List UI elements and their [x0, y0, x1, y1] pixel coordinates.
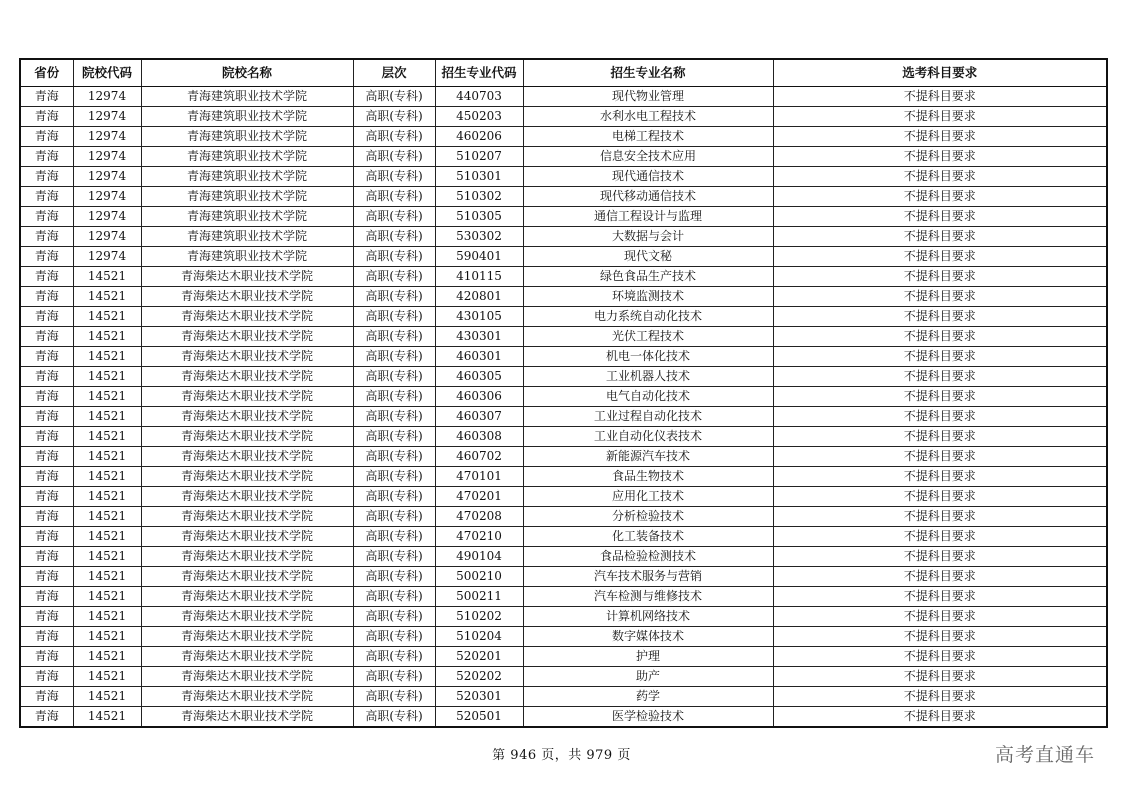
cell-level: 高职(专科)	[353, 247, 435, 267]
cell-subject-requirement: 不提科目要求	[773, 567, 1107, 587]
table-row	[20, 387, 1107, 407]
cell-major-code: 460301	[435, 347, 523, 367]
cell-major-name: 分析检验技术	[523, 507, 773, 527]
cell-major-name: 新能源汽车技术	[523, 447, 773, 467]
cell-subject-requirement: 不提科目要求	[773, 587, 1107, 607]
cell-school-code: 14521	[73, 347, 141, 367]
cell-school-name: 青海建筑职业技术学院	[141, 127, 353, 147]
cell-major-code: 510305	[435, 207, 523, 227]
cell-major-name: 电气自动化技术	[523, 387, 773, 407]
cell-major-name: 汽车检测与维修技术	[523, 587, 773, 607]
cell-subject-requirement: 不提科目要求	[773, 487, 1107, 507]
cell-level: 高职(专科)	[353, 307, 435, 327]
table-row	[20, 647, 1107, 667]
cell-school-code: 14521	[73, 407, 141, 427]
cell-subject-requirement: 不提科目要求	[773, 647, 1107, 667]
cell-subject-requirement: 不提科目要求	[773, 527, 1107, 547]
cell-school-code: 14521	[73, 327, 141, 347]
cell-level: 高职(专科)	[353, 367, 435, 387]
cell-school-code: 12974	[73, 227, 141, 247]
cell-subject-requirement: 不提科目要求	[773, 387, 1107, 407]
cell-level: 高职(专科)	[353, 687, 435, 707]
table-row	[20, 227, 1107, 247]
cell-province: 青海	[20, 547, 73, 567]
cell-level: 高职(专科)	[353, 707, 435, 728]
cell-major-code: 520301	[435, 687, 523, 707]
table-row	[20, 527, 1107, 547]
cell-subject-requirement: 不提科目要求	[773, 167, 1107, 187]
cell-major-code: 520201	[435, 647, 523, 667]
cell-school-code: 14521	[73, 627, 141, 647]
cell-school-name: 青海柴达木职业技术学院	[141, 627, 353, 647]
cell-subject-requirement: 不提科目要求	[773, 267, 1107, 287]
cell-major-name: 药学	[523, 687, 773, 707]
cell-major-code: 510202	[435, 607, 523, 627]
cell-school-code: 12974	[73, 187, 141, 207]
header-province: 省份	[20, 59, 73, 87]
cell-province: 青海	[20, 167, 73, 187]
cell-level: 高职(专科)	[353, 647, 435, 667]
cell-school-code: 14521	[73, 567, 141, 587]
cell-major-code: 520202	[435, 667, 523, 687]
cell-school-name: 青海建筑职业技术学院	[141, 187, 353, 207]
cell-province: 青海	[20, 647, 73, 667]
table-row	[20, 187, 1107, 207]
cell-level: 高职(专科)	[353, 147, 435, 167]
cell-school-name: 青海柴达木职业技术学院	[141, 587, 353, 607]
cell-school-code: 14521	[73, 467, 141, 487]
cell-level: 高职(专科)	[353, 407, 435, 427]
cell-school-name: 青海柴达木职业技术学院	[141, 307, 353, 327]
cell-level: 高职(专科)	[353, 667, 435, 687]
table-row	[20, 87, 1107, 107]
cell-major-name: 护理	[523, 647, 773, 667]
cell-major-code: 460206	[435, 127, 523, 147]
cell-subject-requirement: 不提科目要求	[773, 367, 1107, 387]
cell-major-name: 现代移动通信技术	[523, 187, 773, 207]
cell-school-name: 青海柴达木职业技术学院	[141, 707, 353, 728]
cell-province: 青海	[20, 707, 73, 728]
cell-school-code: 14521	[73, 307, 141, 327]
enrollment-table	[19, 58, 1108, 728]
cell-school-code: 14521	[73, 367, 141, 387]
cell-province: 青海	[20, 387, 73, 407]
cell-major-name: 助产	[523, 667, 773, 687]
cell-major-code: 510302	[435, 187, 523, 207]
cell-level: 高职(专科)	[353, 427, 435, 447]
table-row	[20, 347, 1107, 367]
cell-major-name: 数字媒体技术	[523, 627, 773, 647]
cell-level: 高职(专科)	[353, 287, 435, 307]
cell-major-name: 现代通信技术	[523, 167, 773, 187]
cell-major-code: 500211	[435, 587, 523, 607]
cell-major-code: 510301	[435, 167, 523, 187]
cell-major-name: 大数据与会计	[523, 227, 773, 247]
cell-subject-requirement: 不提科目要求	[773, 227, 1107, 247]
cell-level: 高职(专科)	[353, 387, 435, 407]
cell-subject-requirement: 不提科目要求	[773, 467, 1107, 487]
cell-subject-requirement: 不提科目要求	[773, 207, 1107, 227]
cell-major-name: 电梯工程技术	[523, 127, 773, 147]
cell-school-code: 14521	[73, 667, 141, 687]
cell-major-name: 水利水电工程技术	[523, 107, 773, 127]
cell-province: 青海	[20, 687, 73, 707]
cell-level: 高职(专科)	[353, 87, 435, 107]
cell-school-name: 青海柴达木职业技术学院	[141, 487, 353, 507]
cell-school-name: 青海柴达木职业技术学院	[141, 287, 353, 307]
cell-major-code: 470201	[435, 487, 523, 507]
cell-subject-requirement: 不提科目要求	[773, 107, 1107, 127]
cell-school-code: 14521	[73, 507, 141, 527]
cell-level: 高职(专科)	[353, 227, 435, 247]
table-row	[20, 147, 1107, 167]
cell-subject-requirement: 不提科目要求	[773, 707, 1107, 728]
cell-major-name: 电力系统自动化技术	[523, 307, 773, 327]
cell-major-name: 现代文秘	[523, 247, 773, 267]
cell-province: 青海	[20, 587, 73, 607]
cell-province: 青海	[20, 507, 73, 527]
cell-school-code: 12974	[73, 247, 141, 267]
table-row	[20, 107, 1107, 127]
cell-level: 高职(专科)	[353, 547, 435, 567]
cell-major-code: 460306	[435, 387, 523, 407]
table-row	[20, 167, 1107, 187]
cell-major-name: 食品生物技术	[523, 467, 773, 487]
cell-school-name: 青海柴达木职业技术学院	[141, 347, 353, 367]
cell-subject-requirement: 不提科目要求	[773, 627, 1107, 647]
cell-major-code: 460307	[435, 407, 523, 427]
cell-school-name: 青海建筑职业技术学院	[141, 167, 353, 187]
cell-level: 高职(专科)	[353, 107, 435, 127]
table-row	[20, 627, 1107, 647]
cell-province: 青海	[20, 607, 73, 627]
cell-province: 青海	[20, 227, 73, 247]
cell-school-code: 14521	[73, 287, 141, 307]
cell-province: 青海	[20, 327, 73, 347]
cell-level: 高职(专科)	[353, 347, 435, 367]
cell-subject-requirement: 不提科目要求	[773, 187, 1107, 207]
cell-subject-requirement: 不提科目要求	[773, 547, 1107, 567]
cell-subject-requirement: 不提科目要求	[773, 347, 1107, 367]
cell-school-name: 青海柴达木职业技术学院	[141, 527, 353, 547]
cell-province: 青海	[20, 367, 73, 387]
cell-school-name: 青海柴达木职业技术学院	[141, 647, 353, 667]
cell-province: 青海	[20, 87, 73, 107]
header-major-name: 招生专业名称	[523, 59, 773, 87]
cell-school-name: 青海柴达木职业技术学院	[141, 667, 353, 687]
cell-major-name: 化工装备技术	[523, 527, 773, 547]
cell-school-code: 14521	[73, 587, 141, 607]
page-number-footer: 第 946 页，共 979 页	[492, 748, 631, 763]
cell-major-code: 460305	[435, 367, 523, 387]
cell-school-name: 青海柴达木职业技术学院	[141, 467, 353, 487]
cell-level: 高职(专科)	[353, 467, 435, 487]
cell-school-name: 青海柴达木职业技术学院	[141, 367, 353, 387]
table-header-row	[20, 59, 1107, 87]
cell-level: 高职(专科)	[353, 207, 435, 227]
cell-school-code: 12974	[73, 87, 141, 107]
table-row	[20, 267, 1107, 287]
cell-major-code: 510204	[435, 627, 523, 647]
cell-subject-requirement: 不提科目要求	[773, 307, 1107, 327]
cell-province: 青海	[20, 307, 73, 327]
cell-school-code: 14521	[73, 707, 141, 728]
cell-school-name: 青海建筑职业技术学院	[141, 247, 353, 267]
cell-school-name: 青海柴达木职业技术学院	[141, 547, 353, 567]
cell-level: 高职(专科)	[353, 587, 435, 607]
table-row	[20, 507, 1107, 527]
cell-school-name: 青海柴达木职业技术学院	[141, 267, 353, 287]
cell-major-code: 440703	[435, 87, 523, 107]
cell-school-name: 青海柴达木职业技术学院	[141, 387, 353, 407]
cell-school-name: 青海柴达木职业技术学院	[141, 427, 353, 447]
cell-major-code: 470208	[435, 507, 523, 527]
cell-school-name: 青海柴达木职业技术学院	[141, 407, 353, 427]
cell-subject-requirement: 不提科目要求	[773, 607, 1107, 627]
cell-major-name: 环境监测技术	[523, 287, 773, 307]
table-row	[20, 447, 1107, 467]
cell-level: 高职(专科)	[353, 567, 435, 587]
cell-school-name: 青海柴达木职业技术学院	[141, 607, 353, 627]
table-row	[20, 707, 1107, 728]
cell-major-code: 520501	[435, 707, 523, 728]
cell-major-name: 食品检验检测技术	[523, 547, 773, 567]
table-row	[20, 367, 1107, 387]
cell-level: 高职(专科)	[353, 167, 435, 187]
cell-subject-requirement: 不提科目要求	[773, 687, 1107, 707]
header-school-name: 院校名称	[141, 59, 353, 87]
cell-province: 青海	[20, 447, 73, 467]
cell-school-code: 12974	[73, 147, 141, 167]
cell-major-name: 医学检验技术	[523, 707, 773, 728]
cell-level: 高职(专科)	[353, 627, 435, 647]
cell-school-code: 12974	[73, 127, 141, 147]
cell-major-code: 460308	[435, 427, 523, 447]
cell-major-name: 光伏工程技术	[523, 327, 773, 347]
cell-province: 青海	[20, 427, 73, 447]
table-row	[20, 587, 1107, 607]
cell-province: 青海	[20, 247, 73, 267]
cell-subject-requirement: 不提科目要求	[773, 407, 1107, 427]
cell-school-name: 青海建筑职业技术学院	[141, 227, 353, 247]
header-subject-requirement: 选考科目要求	[773, 59, 1107, 87]
cell-subject-requirement: 不提科目要求	[773, 327, 1107, 347]
cell-province: 青海	[20, 127, 73, 147]
cell-level: 高职(专科)	[353, 607, 435, 627]
cell-subject-requirement: 不提科目要求	[773, 507, 1107, 527]
cell-province: 青海	[20, 147, 73, 167]
cell-school-name: 青海柴达木职业技术学院	[141, 327, 353, 347]
table-row	[20, 207, 1107, 227]
cell-major-code: 430301	[435, 327, 523, 347]
cell-subject-requirement: 不提科目要求	[773, 87, 1107, 107]
cell-subject-requirement: 不提科目要求	[773, 127, 1107, 147]
cell-school-name: 青海柴达木职业技术学院	[141, 447, 353, 467]
cell-major-code: 530302	[435, 227, 523, 247]
cell-major-code: 510207	[435, 147, 523, 167]
cell-level: 高职(专科)	[353, 527, 435, 547]
cell-province: 青海	[20, 187, 73, 207]
cell-major-name: 信息安全技术应用	[523, 147, 773, 167]
cell-school-code: 14521	[73, 267, 141, 287]
cell-subject-requirement: 不提科目要求	[773, 667, 1107, 687]
cell-subject-requirement: 不提科目要求	[773, 427, 1107, 447]
cell-school-name: 青海建筑职业技术学院	[141, 87, 353, 107]
cell-major-name: 汽车技术服务与营销	[523, 567, 773, 587]
header-level: 层次	[353, 59, 435, 87]
cell-school-code: 14521	[73, 687, 141, 707]
cell-major-name: 计算机网络技术	[523, 607, 773, 627]
cell-province: 青海	[20, 407, 73, 427]
cell-province: 青海	[20, 287, 73, 307]
cell-level: 高职(专科)	[353, 507, 435, 527]
table-row	[20, 407, 1107, 427]
cell-major-code: 420801	[435, 287, 523, 307]
cell-level: 高职(专科)	[353, 327, 435, 347]
cell-school-code: 14521	[73, 607, 141, 627]
table-row	[20, 567, 1107, 587]
cell-major-code: 490104	[435, 547, 523, 567]
cell-province: 青海	[20, 207, 73, 227]
cell-school-name: 青海建筑职业技术学院	[141, 147, 353, 167]
cell-province: 青海	[20, 627, 73, 647]
cell-major-code: 460702	[435, 447, 523, 467]
cell-level: 高职(专科)	[353, 187, 435, 207]
cell-school-code: 12974	[73, 167, 141, 187]
table-row	[20, 127, 1107, 147]
header-major-code: 招生专业代码	[435, 59, 523, 87]
cell-major-name: 工业过程自动化技术	[523, 407, 773, 427]
cell-major-name: 应用化工技术	[523, 487, 773, 507]
cell-major-name: 通信工程设计与监理	[523, 207, 773, 227]
cell-level: 高职(专科)	[353, 267, 435, 287]
cell-province: 青海	[20, 527, 73, 547]
table-row	[20, 327, 1107, 347]
cell-level: 高职(专科)	[353, 447, 435, 467]
table-row	[20, 287, 1107, 307]
cell-subject-requirement: 不提科目要求	[773, 447, 1107, 467]
cell-school-code: 14521	[73, 647, 141, 667]
cell-major-code: 410115	[435, 267, 523, 287]
watermark-text: 高考直通车	[994, 744, 1095, 766]
table-row	[20, 547, 1107, 567]
cell-school-code: 14521	[73, 447, 141, 467]
cell-subject-requirement: 不提科目要求	[773, 287, 1107, 307]
cell-province: 青海	[20, 567, 73, 587]
cell-level: 高职(专科)	[353, 487, 435, 507]
cell-school-code: 14521	[73, 427, 141, 447]
cell-level: 高职(专科)	[353, 127, 435, 147]
cell-major-code: 470210	[435, 527, 523, 547]
cell-major-name: 工业机器人技术	[523, 367, 773, 387]
cell-school-code: 14521	[73, 547, 141, 567]
cell-province: 青海	[20, 667, 73, 687]
cell-school-name: 青海柴达木职业技术学院	[141, 507, 353, 527]
header-school-code: 院校代码	[73, 59, 141, 87]
cell-major-code: 450203	[435, 107, 523, 127]
cell-school-name: 青海建筑职业技术学院	[141, 107, 353, 127]
cell-school-name: 青海柴达木职业技术学院	[141, 567, 353, 587]
cell-school-code: 14521	[73, 487, 141, 507]
cell-school-name: 青海柴达木职业技术学院	[141, 687, 353, 707]
cell-school-code: 12974	[73, 107, 141, 127]
cell-major-name: 绿色食品生产技术	[523, 267, 773, 287]
cell-major-code: 430105	[435, 307, 523, 327]
cell-major-code: 590401	[435, 247, 523, 267]
cell-school-code: 14521	[73, 387, 141, 407]
cell-school-code: 12974	[73, 207, 141, 227]
cell-major-name: 工业自动化仪表技术	[523, 427, 773, 447]
cell-major-name: 机电一体化技术	[523, 347, 773, 367]
cell-major-code: 500210	[435, 567, 523, 587]
cell-school-name: 青海建筑职业技术学院	[141, 207, 353, 227]
cell-province: 青海	[20, 347, 73, 367]
cell-province: 青海	[20, 107, 73, 127]
table-row	[20, 687, 1107, 707]
table-row	[20, 487, 1107, 507]
table-row	[20, 607, 1107, 627]
table-row	[20, 467, 1107, 487]
table-row	[20, 307, 1107, 327]
table-row	[20, 247, 1107, 267]
cell-school-code: 14521	[73, 527, 141, 547]
table-row	[20, 427, 1107, 447]
table-row	[20, 667, 1107, 687]
cell-major-name: 现代物业管理	[523, 87, 773, 107]
cell-subject-requirement: 不提科目要求	[773, 147, 1107, 167]
cell-province: 青海	[20, 467, 73, 487]
cell-subject-requirement: 不提科目要求	[773, 247, 1107, 267]
cell-province: 青海	[20, 267, 73, 287]
cell-major-code: 470101	[435, 467, 523, 487]
cell-province: 青海	[20, 487, 73, 507]
